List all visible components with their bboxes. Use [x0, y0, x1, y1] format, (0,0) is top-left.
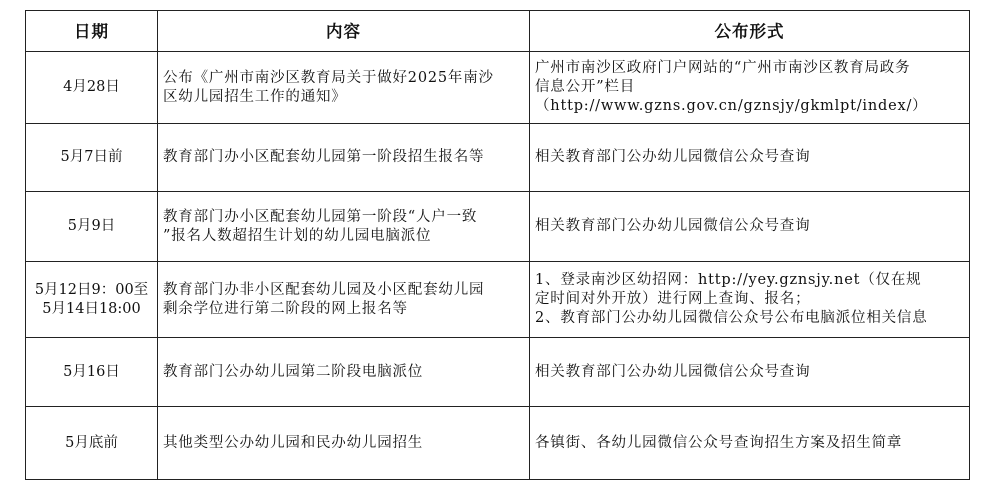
cell-line: 5月12日9：00至 [34, 281, 149, 298]
form-cell [530, 124, 970, 192]
date-cell [26, 407, 158, 480]
content-cell [158, 124, 530, 192]
header-row [26, 11, 970, 52]
cell-line: 5月底前 [65, 434, 118, 451]
form-cell [530, 52, 970, 124]
cell-line: 2、教育部门公办幼儿园微信公众号公布电脑派位相关信息 [535, 310, 928, 326]
cell-line: 相关教育部门公办幼儿园微信公众号查询 [535, 149, 811, 165]
form-cell [530, 192, 970, 262]
cell-line: 区幼儿园招生工作的通知》 [163, 88, 347, 105]
content-cell [158, 338, 530, 407]
cell-line: 1、登录南沙区幼招网：http://yey.gznsjy.net（仅在规 [535, 272, 922, 288]
cell-line: 5月9日 [67, 218, 116, 234]
table-row [26, 192, 970, 262]
cell-line: 广州市南沙区政府门户网站的“广州市南沙区教育局政务 [535, 60, 911, 76]
content-cell [158, 262, 530, 338]
cell-line: 公布《广州市南沙区教育局关于做好2025年南沙 [163, 69, 494, 86]
table-row [26, 124, 970, 192]
header-content: 内容 [158, 11, 530, 52]
enrollment-schedule-table [25, 10, 970, 480]
form-cell [530, 407, 970, 480]
content-cell [158, 407, 530, 480]
table-row [26, 262, 970, 338]
cell-line: ”报名人数超招生计划的幼儿园电脑派位 [163, 227, 432, 244]
cell-line: 教育部门办小区配套幼儿园第一阶段招生报名等 [163, 149, 485, 165]
cell-line: 相关教育部门公办幼儿园微信公众号查询 [535, 218, 811, 234]
cell-line: 教育部门公办幼儿园第二阶段电脑派位 [163, 363, 424, 380]
cell-line: 其他类型公办幼儿园和民办幼儿园招生 [163, 434, 424, 451]
form-cell [530, 262, 970, 338]
date-cell [26, 262, 158, 338]
cell-line: 信息公开”栏目 [535, 79, 636, 95]
content-cell [158, 192, 530, 262]
date-cell [26, 52, 158, 124]
cell-line: 5月7日前 [60, 149, 123, 165]
date-cell [26, 124, 158, 192]
table-row [26, 52, 970, 124]
cell-line: 相关教育部门公办幼儿园微信公众号查询 [535, 363, 811, 380]
table-row [26, 338, 970, 407]
cell-line: 教育部门办小区配套幼儿园第一阶段“人户一致 [163, 208, 478, 225]
cell-line: 教育部门办非小区配套幼儿园及小区配套幼儿园 [163, 281, 485, 298]
cell-line: 定时间对外开放）进行网上查询、报名； [535, 291, 811, 307]
cell-line: 4月28日 [63, 79, 120, 95]
cell-line: 剩余学位进行第二阶段的网上报名等 [163, 300, 408, 317]
date-cell [26, 192, 158, 262]
header-form: 公布形式 [530, 11, 970, 52]
cell-line: 5月16日 [63, 363, 120, 380]
cell-line: （http://www.gzns.gov.cn/gznsjy/gkmlpt/index/） [535, 98, 928, 114]
content-cell [158, 52, 530, 124]
form-cell [530, 338, 970, 407]
cell-line: 各镇街、各幼儿园微信公众号查询招生方案及招生简章 [535, 434, 903, 451]
date-cell [26, 338, 158, 407]
cell-line: 5月14日18:00 [42, 300, 141, 317]
table-row [26, 407, 970, 480]
header-date: 日期 [26, 11, 158, 52]
